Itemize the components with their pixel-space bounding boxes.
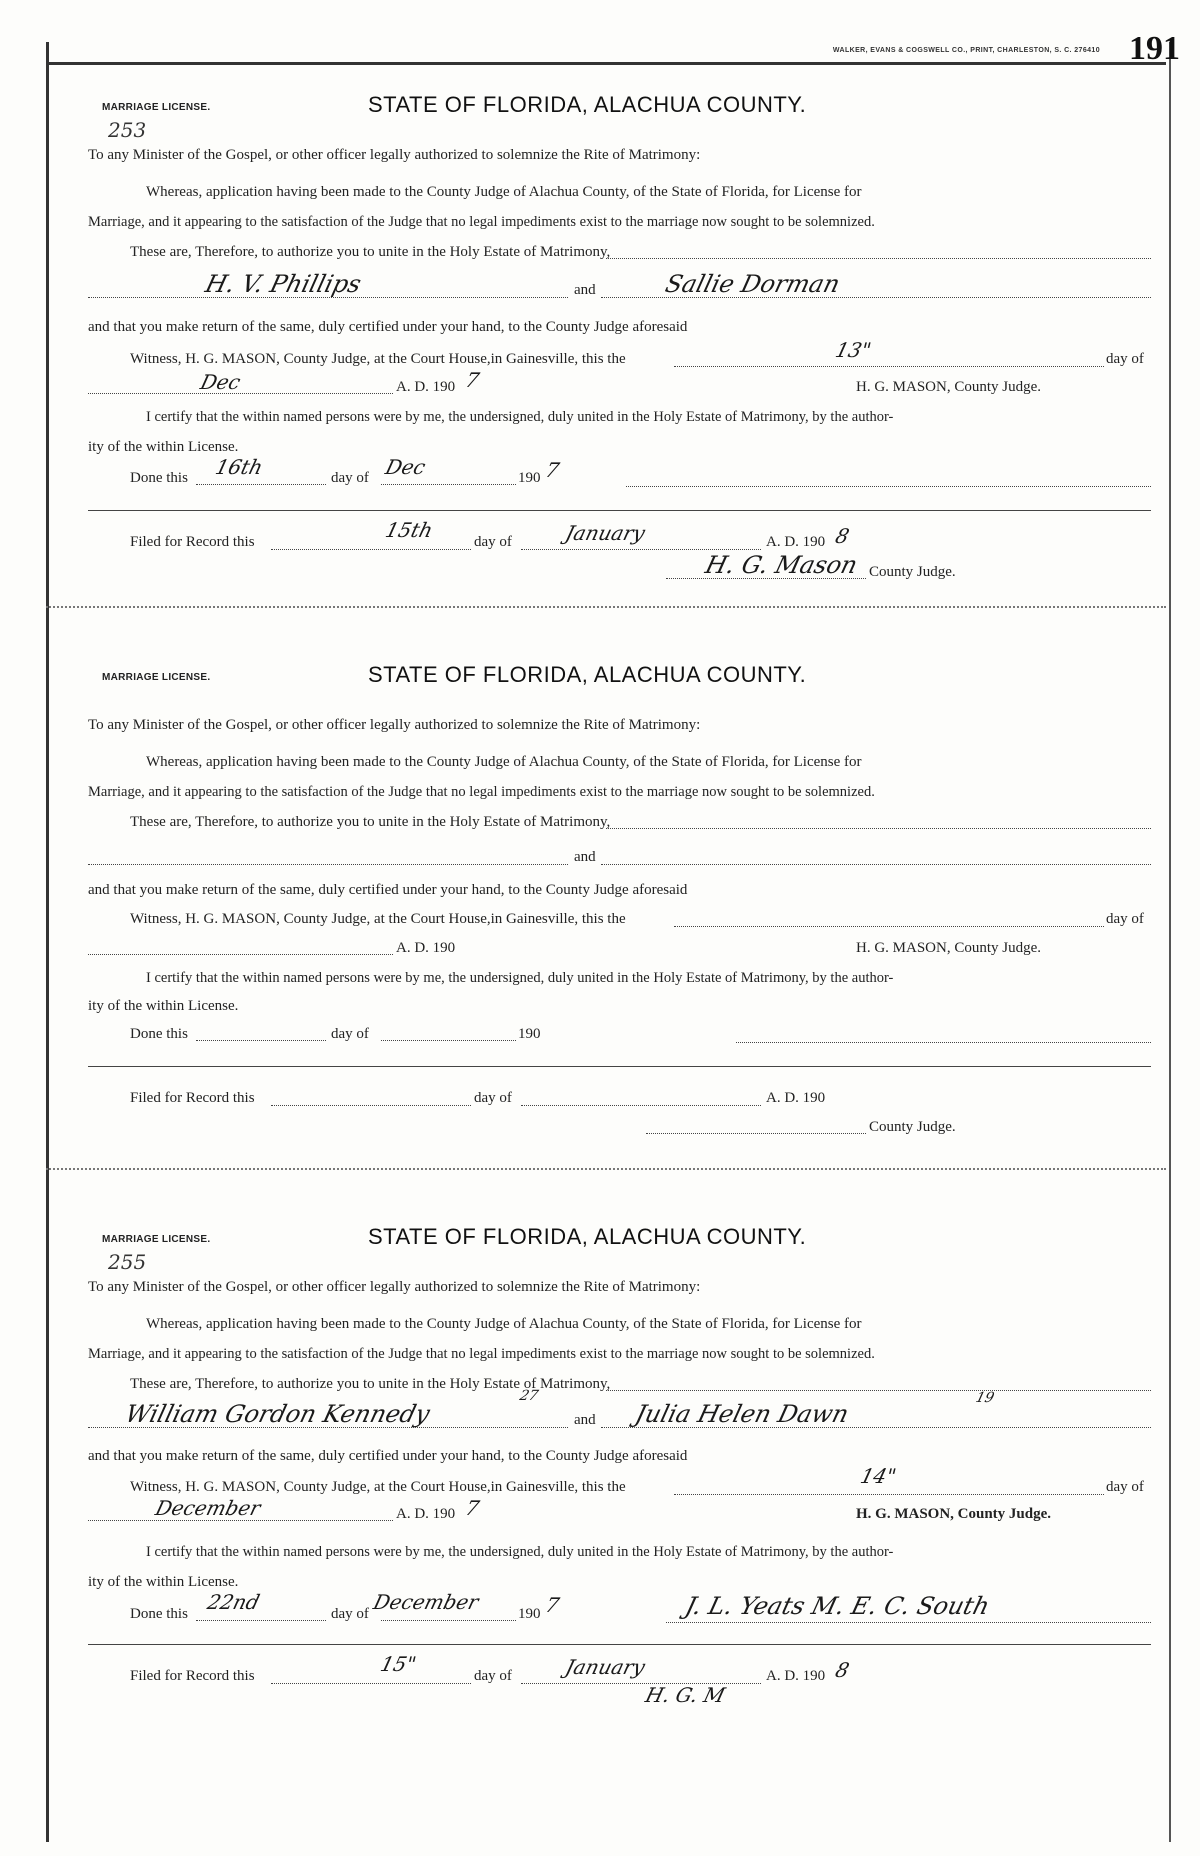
license-label: MARRIAGE LICENSE. — [102, 102, 211, 113]
officiant-signature: J. L. Yeats M. E. C. South — [682, 1592, 993, 1620]
groom-name: William Gordon Kennedy — [122, 1400, 433, 1428]
whereas-line: Whereas, application having been made to the County Judge of Alachua County, of the State of Florida, for License for — [146, 1316, 862, 1332]
return-line: and that you make return of the same, duly certified under your hand, to the County Judge aforesaid — [88, 882, 688, 898]
ad-label: A. D. 190 — [396, 1506, 456, 1522]
license-blank — [46, 638, 1166, 1204]
day-of-label: day of — [1106, 351, 1144, 367]
filed-judge-signature: H. G. Mason — [702, 551, 861, 579]
address-line: To any Minister of the Gospel, or other officer legally authorized to solemnize the Rite of Matrimony: — [88, 147, 701, 163]
license-divider — [46, 1168, 1166, 1170]
witness-day: 13" — [833, 338, 874, 362]
ad-label: A. D. 190 — [396, 379, 456, 395]
marriage-line: Marriage, and it appearing to the satisfaction of the Judge that no legal impediments exist to the marriage now sought to be solemnized. — [88, 214, 875, 230]
authority-line: ity of the within License. — [88, 1574, 239, 1590]
witness-month: December — [153, 1496, 264, 1520]
license-title: STATE OF FLORIDA, ALACHUA COUNTY. — [368, 1224, 807, 1249]
whereas-line: Whereas, application having been made to the County Judge of Alachua County, of the State of Florida, for License for — [146, 184, 862, 200]
filed-month: January — [563, 1655, 648, 1679]
done-day-of: day of — [331, 470, 369, 486]
witness-line: Witness, H. G. MASON, County Judge, at the Court House,in Gainesville, this the — [130, 911, 626, 927]
county-judge-label: County Judge. — [869, 1119, 956, 1135]
filed-year: 8 — [833, 1658, 852, 1682]
bride-age: 19 — [974, 1390, 996, 1406]
authority-line: ity of the within License. — [88, 998, 239, 1014]
filed-label: Filed for Record this — [130, 1090, 255, 1106]
done-label: Done this — [130, 470, 188, 486]
witness-line: Witness, H. G. MASON, County Judge, at the Court House,in Gainesville, this the — [130, 351, 626, 367]
authority-line: ity of the within License. — [88, 439, 239, 455]
return-line: and that you make return of the same, duly certified under your hand, to the County Judge aforesaid — [88, 319, 688, 335]
license-253 — [46, 68, 1166, 634]
license-number: 253 — [108, 118, 147, 142]
filed-ad-label: A. D. 190 — [766, 1090, 826, 1106]
filed-day-of: day of — [474, 534, 512, 550]
and-word: and — [574, 849, 596, 865]
done-month: Dec — [383, 455, 429, 479]
groom-age: 27 — [518, 1388, 540, 1404]
day-of-label: day of — [1106, 1479, 1144, 1495]
county-judge-label: County Judge. — [869, 564, 956, 580]
page-number: 191 — [1129, 30, 1180, 67]
certify-line: I certify that the within named persons were by me, the undersigned, duly united in the Holy Estate of Matrimony, by the author- — [146, 970, 894, 986]
license-label: MARRIAGE LICENSE. — [102, 1234, 211, 1245]
groom-name: H. V. Phillips — [202, 270, 365, 298]
address-line: To any Minister of the Gospel, or other officer legally authorized to solemnize the Rite of Matrimony: — [88, 717, 701, 733]
filed-ad-label: A. D. 190 — [766, 534, 826, 550]
whereas-line: Whereas, application having been made to the County Judge of Alachua County, of the State of Florida, for License for — [146, 754, 862, 770]
filed-ad-label: A. D. 190 — [766, 1668, 826, 1684]
filed-day-of: day of — [474, 1090, 512, 1106]
license-divider — [46, 606, 1166, 608]
filed-day: 15" — [378, 1652, 419, 1676]
done-year-label: 190 — [518, 470, 541, 486]
witness-line: Witness, H. G. MASON, County Judge, at the Court House,in Gainesville, this the — [130, 1479, 626, 1495]
filed-year: 8 — [833, 524, 852, 548]
done-year-label: 190 — [518, 1026, 541, 1042]
done-year: 7 — [543, 1593, 562, 1617]
done-day: 16th — [213, 455, 266, 479]
authorize-line: These are, Therefore, to authorize you to unite in the Holy Estate of Matrimony, — [130, 1376, 611, 1392]
return-line: and that you make return of the same, duly certified under your hand, to the County Judge aforesaid — [88, 1448, 688, 1464]
license-title: STATE OF FLORIDA, ALACHUA COUNTY. — [368, 92, 807, 117]
authorize-line: These are, Therefore, to authorize you to unite in the Holy Estate of Matrimony, — [130, 814, 611, 830]
judge-signature: H. G. MASON, County Judge. — [856, 940, 1042, 956]
done-day-of: day of — [331, 1026, 369, 1042]
certify-line: I certify that the within named persons were by me, the undersigned, duly united in the Holy Estate of Matrimony, by the author- — [146, 409, 894, 425]
marriage-line: Marriage, and it appearing to the satisfaction of the Judge that no legal impediments exist to the marriage now sought to be solemnized. — [88, 784, 875, 800]
judge-signature: H. G. MASON, County Judge. — [856, 1506, 1052, 1522]
authorize-line: These are, Therefore, to authorize you to unite in the Holy Estate of Matrimony, — [130, 244, 611, 260]
certify-line: I certify that the within named persons were by me, the undersigned, duly united in the Holy Estate of Matrimony, by the author- — [146, 1544, 894, 1560]
witness-year: 7 — [463, 1496, 482, 1520]
witness-year: 7 — [463, 368, 482, 392]
filed-rule — [88, 510, 1151, 511]
filed-rule — [88, 1644, 1151, 1645]
license-255 — [46, 1200, 1166, 1766]
done-year: 7 — [543, 458, 562, 482]
license-title: STATE OF FLORIDA, ALACHUA COUNTY. — [368, 662, 807, 687]
address-line: To any Minister of the Gospel, or other officer legally authorized to solemnize the Rite of Matrimony: — [88, 1279, 701, 1295]
done-month: December — [371, 1590, 482, 1614]
filed-day-of: day of — [474, 1668, 512, 1684]
day-of-label: day of — [1106, 911, 1144, 927]
done-day-of: day of — [331, 1606, 369, 1622]
printer-imprint: WALKER, EVANS & COGSWELL CO., PRINT, CHARLESTON, S. C. 276410 — [832, 47, 1100, 54]
done-label: Done this — [130, 1026, 188, 1042]
ad-label: A. D. 190 — [396, 940, 456, 956]
done-label: Done this — [130, 1606, 188, 1622]
and-word: and — [574, 1412, 596, 1428]
filed-month: January — [563, 521, 648, 545]
filed-label: Filed for Record this — [130, 534, 255, 550]
bride-name: Julia Helen Dawn — [632, 1400, 852, 1428]
marriage-line: Marriage, and it appearing to the satisfaction of the Judge that no legal impediments exist to the marriage now sought to be solemnized. — [88, 1346, 875, 1362]
done-year-label: 190 — [518, 1606, 541, 1622]
done-day: 22nd — [205, 1590, 263, 1614]
witness-day: 14" — [858, 1464, 899, 1488]
license-label: MARRIAGE LICENSE. — [102, 672, 211, 683]
witness-month: Dec — [198, 370, 244, 394]
bride-name: Sallie Dorman — [662, 270, 843, 298]
filed-day: 15th — [383, 518, 436, 542]
filed-label: Filed for Record this — [130, 1668, 255, 1684]
filed-judge-signature: H. G. M — [643, 1683, 728, 1707]
and-word: and — [574, 282, 596, 298]
judge-signature: H. G. MASON, County Judge. — [856, 379, 1042, 395]
filed-rule — [88, 1066, 1151, 1067]
license-number: 255 — [108, 1250, 147, 1274]
